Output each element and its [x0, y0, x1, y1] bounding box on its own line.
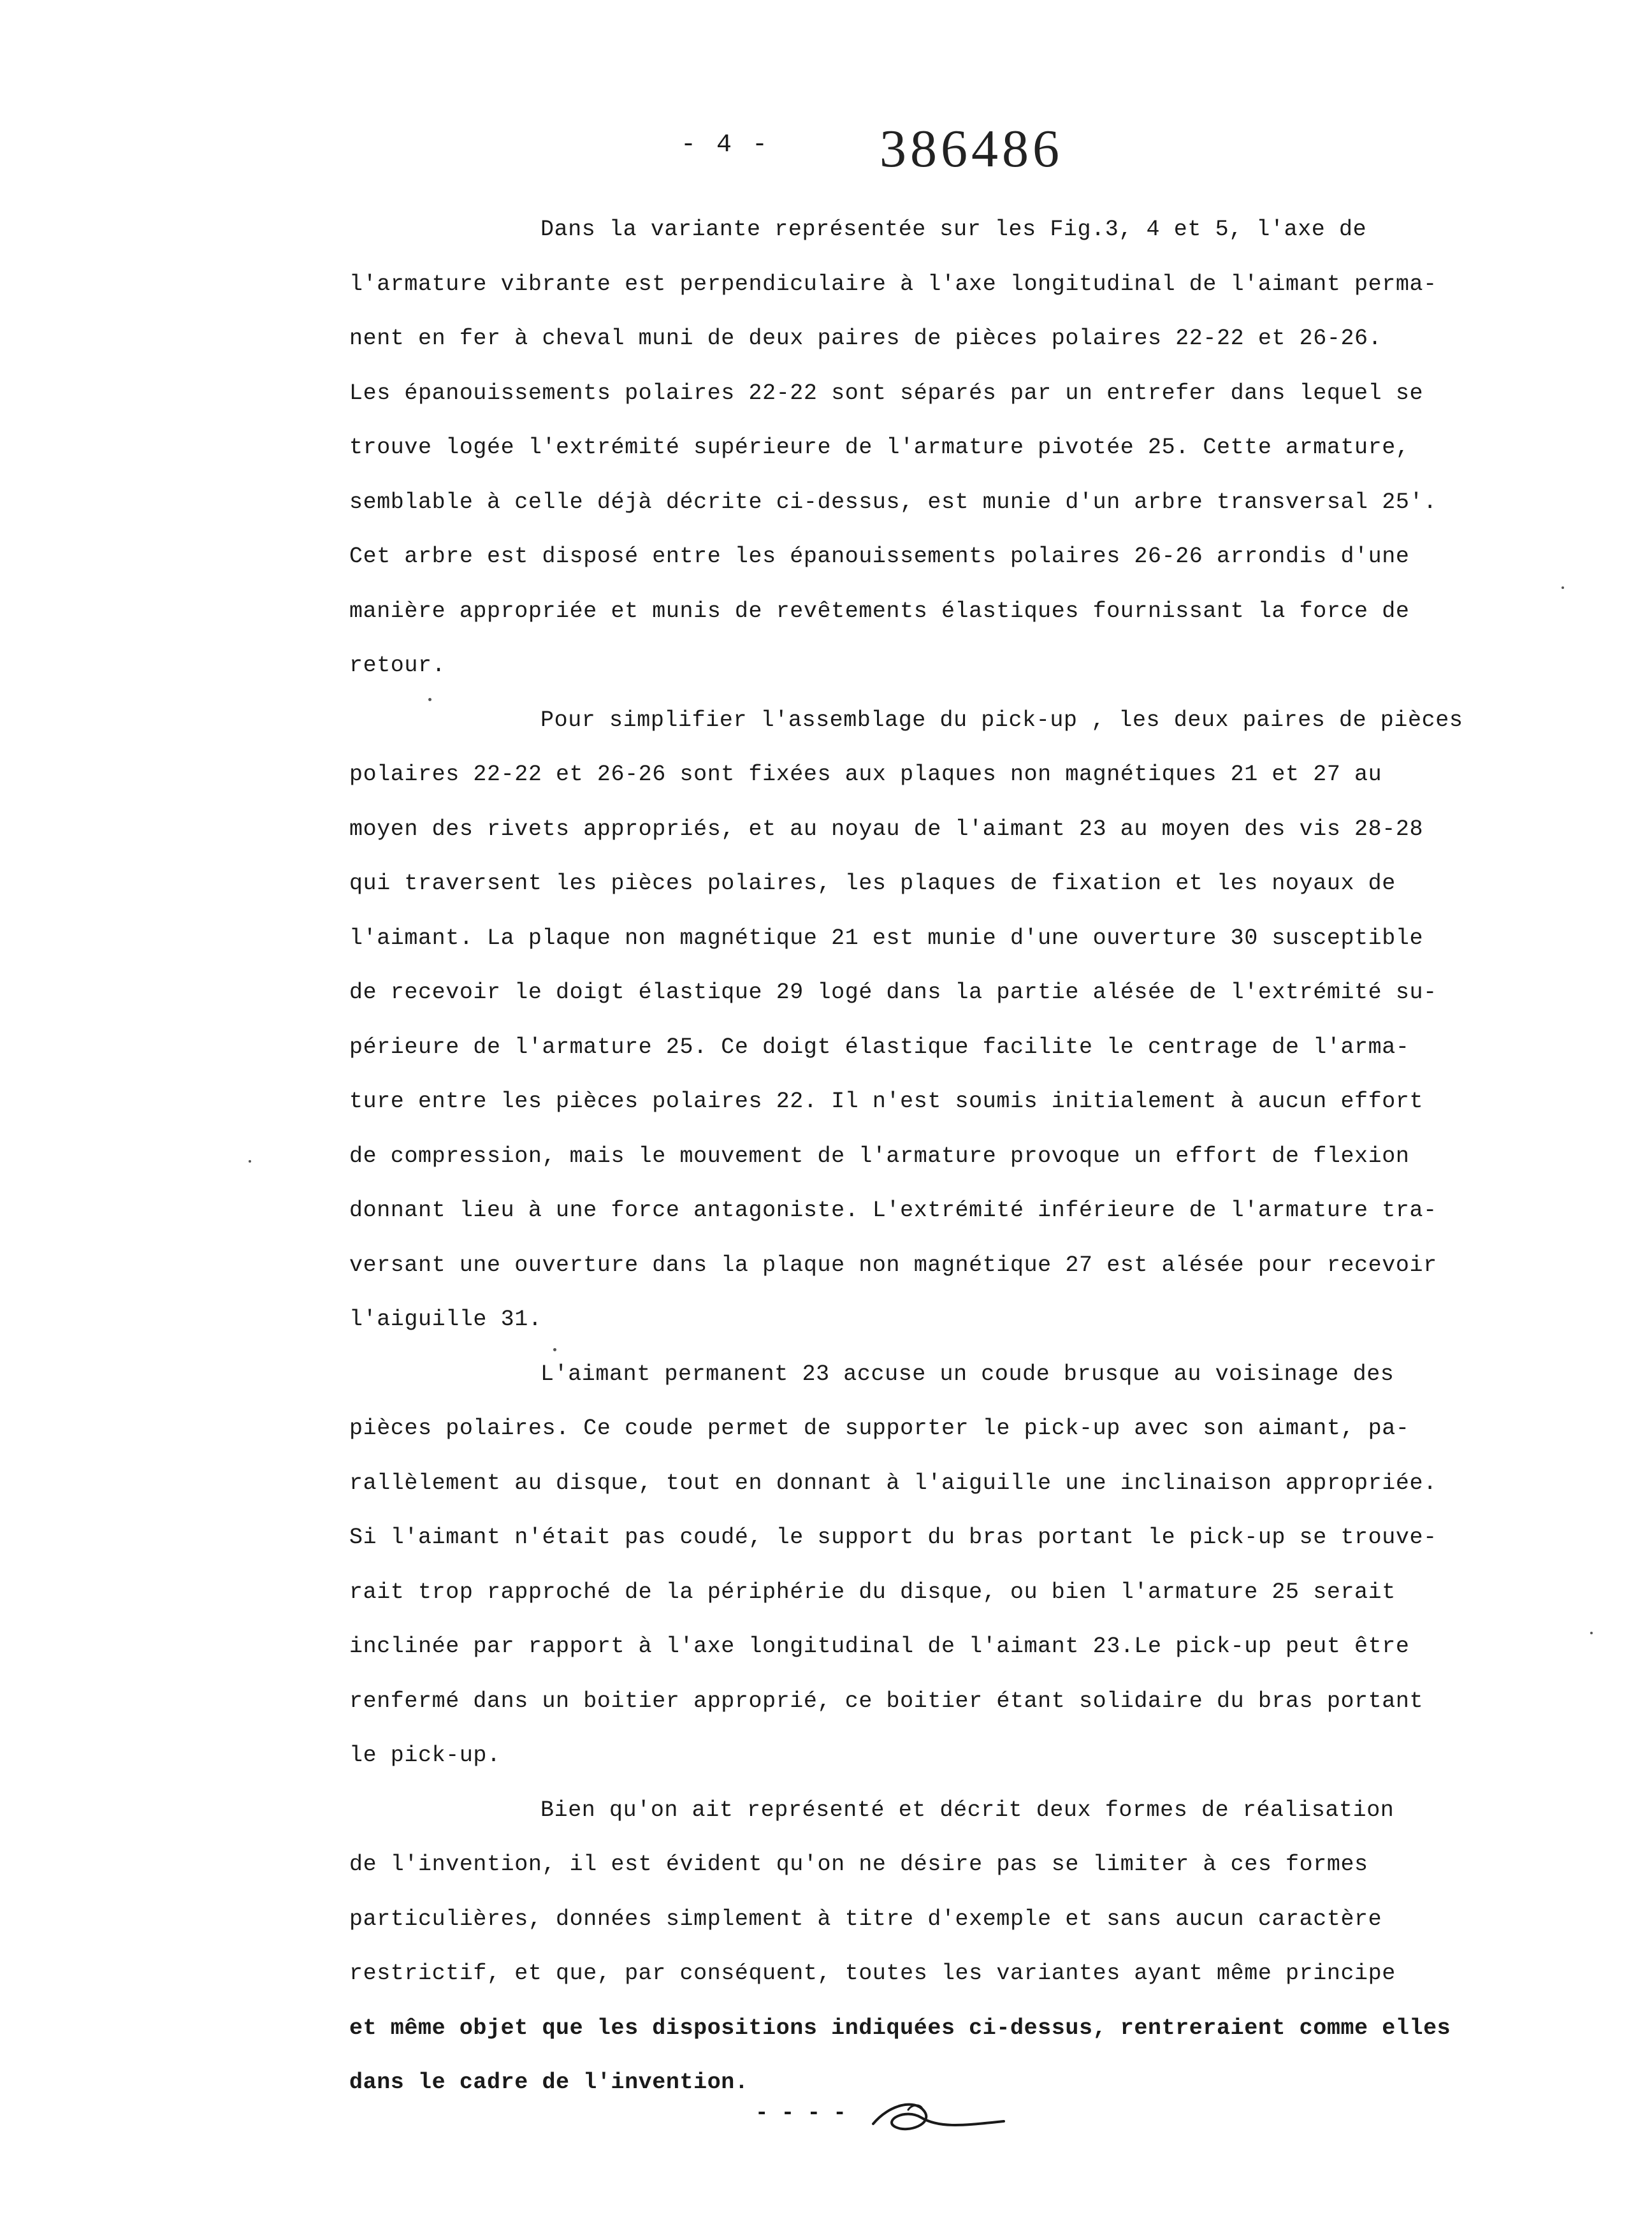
text-line: l'aimant. La plaque non magnétique 21 est munie d'une ouverture 30 susceptible [349, 925, 1424, 951]
text-line: rallèlement au disque, tout en donnant à l'aiguille une inclinaison appropriée. [349, 1470, 1437, 1496]
scan-speck [553, 1348, 556, 1351]
text-line: de compression, mais le mouvement de l'armature provoque un effort de flexion [349, 1143, 1410, 1169]
scan-speck [249, 1160, 251, 1163]
text-line: Si l'aimant n'était pas coudé, le support du bras portant le pick-up se trouve- [349, 1525, 1437, 1550]
text-line: dans le cadre de l'invention. [349, 2070, 749, 2095]
text-line: de recevoir le doigt élastique 29 logé dans la partie alésée de l'extrémité su- [349, 980, 1437, 1005]
closing-dashes: - - - - [755, 2102, 846, 2126]
text-line: Cet arbre est disposé entre les épanouissements polaires 26-26 arrondis d'une [349, 544, 1410, 569]
text-line: Les épanouissements polaires 22-22 sont séparés par un entrefer dans lequel se [349, 380, 1424, 406]
signature-mark [755, 2079, 1023, 2156]
text-line: trouve logée l'extrémité supérieure de l'armature pivotée 25. Cette armature, [349, 435, 1410, 460]
signature-icon [755, 2079, 1023, 2156]
text-line: nent en fer à cheval muni de deux paires de pièces polaires 22-22 et 26-26. [349, 326, 1382, 351]
text-line: manière appropriée et munis de revêtements élastiques fournissant la force de [349, 598, 1410, 624]
text-line: retour. [349, 653, 446, 678]
text-line: inclinée par rapport à l'axe longitudinal de l'aimant 23.Le pick-up peut être [349, 1634, 1410, 1659]
text-line: Bien qu'on ait représenté et décrit deux formes de réalisation [540, 1797, 1395, 1823]
document-number: 386486 [880, 119, 1063, 178]
text-line: l'armature vibrante est perpendiculaire à l'axe longitudinal de l'aimant perma- [349, 271, 1437, 297]
text-line: versant une ouverture dans la plaque non magnétique 27 est alésée pour recevoir [349, 1252, 1437, 1278]
text-line: semblable à celle déjà décrite ci-dessus, est munie d'un arbre transversal 25'. [349, 489, 1437, 515]
text-line: ture entre les pièces polaires 22. Il n'est soumis initialement à aucun effort [349, 1089, 1424, 1114]
text-line: renfermé dans un boitier approprié, ce boitier étant solidaire du bras portant [349, 1688, 1424, 1714]
text-line: particulières, données simplement à titre d'exemple et sans aucun caractère [349, 1906, 1382, 1932]
page-number: - 4 - [681, 131, 771, 159]
text-line: Dans la variante représentée sur les Fig.3, 4 et 5, l'axe de [540, 217, 1367, 242]
text-line: le pick-up. [349, 1743, 501, 1768]
text-line: de l'invention, il est évident qu'on ne désire pas se limiter à ces formes [349, 1852, 1368, 1877]
text-line: L'aimant permanent 23 accuse un coude brusque au voisinage des [540, 1361, 1395, 1387]
scan-speck [1561, 586, 1564, 589]
text-line: périeure de l'armature 25. Ce doigt élastique facilite le centrage de l'arma- [349, 1034, 1410, 1060]
text-line: polaires 22-22 et 26-26 sont fixées aux plaques non magnétiques 21 et 27 au [349, 762, 1382, 787]
text-line: restrictif, et que, par conséquent, toutes les variantes ayant même principe [349, 1961, 1396, 1986]
text-line: rait trop rapproché de la périphérie du disque, ou bien l'armature 25 serait [349, 1579, 1396, 1605]
text-line: pièces polaires. Ce coude permet de supporter le pick-up avec son aimant, pa- [349, 1416, 1410, 1441]
text-line: et même objet que les dispositions indiquées ci-dessus, rentreraient comme elles [349, 2015, 1451, 2041]
text-line: Pour simplifier l'assemblage du pick-up , les deux paires de pièces [540, 707, 1463, 733]
scan-speck [1590, 1632, 1593, 1634]
body-text [349, 203, 1471, 2110]
text-line: moyen des rivets appropriés, et au noyau de l'aimant 23 au moyen des vis 28-28 [349, 816, 1424, 842]
text-line: donnant lieu à une force antagoniste. L'extrémité inférieure de l'armature tra- [349, 1198, 1437, 1223]
text-line: l'aiguille 31. [349, 1307, 542, 1332]
text-line: qui traversent les pièces polaires, les plaques de fixation et les noyaux de [349, 871, 1396, 896]
scan-speck [428, 698, 431, 701]
